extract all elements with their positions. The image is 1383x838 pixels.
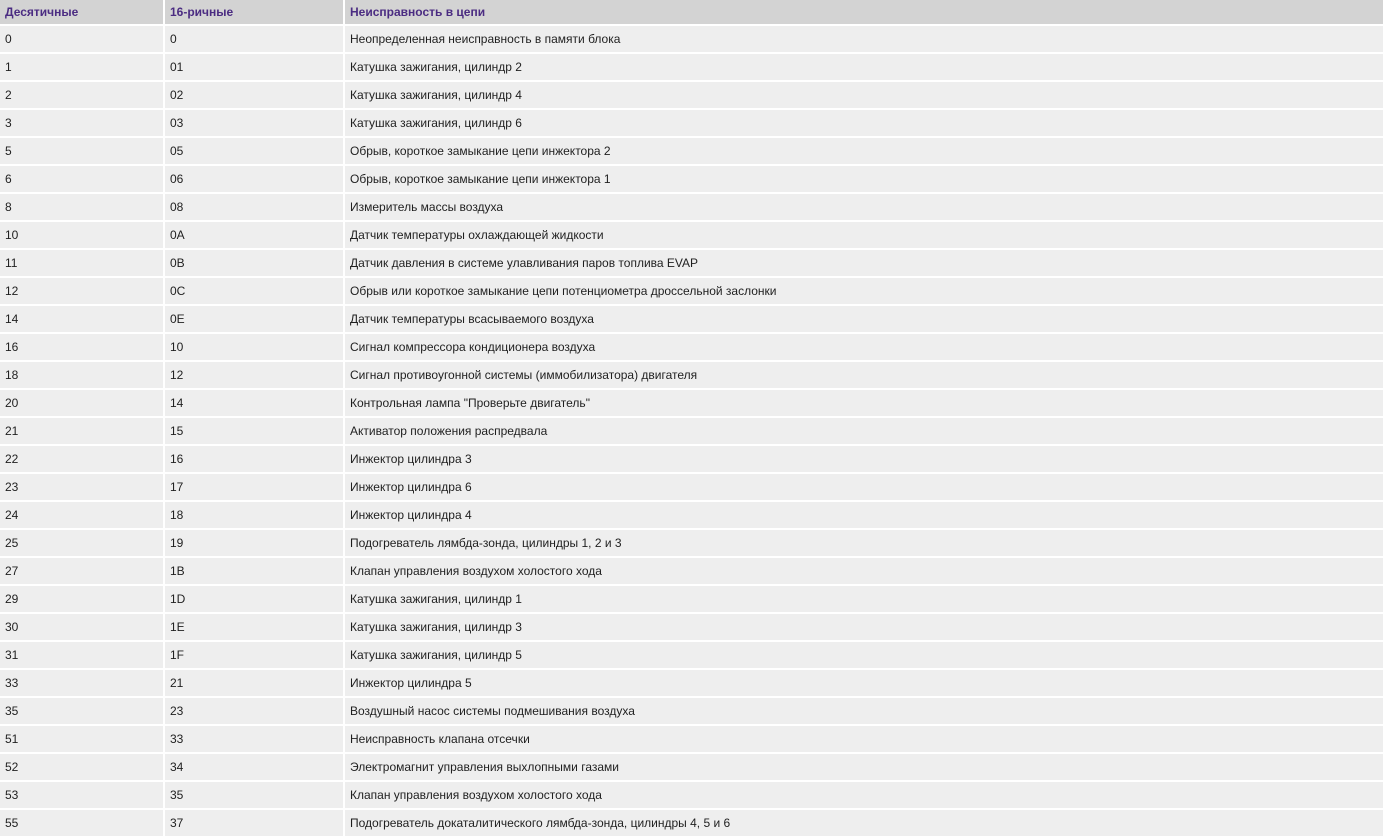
cell-hex: 05 xyxy=(165,138,343,164)
cell-fault: Датчик давления в системе улавливания паров топлива EVAP xyxy=(345,250,1383,276)
cell-hex: 33 xyxy=(165,726,343,752)
table-row xyxy=(0,362,1383,388)
cell-fault: Активатор положения распредвала xyxy=(345,418,1383,444)
table-row xyxy=(0,194,1383,220)
cell-decimal: 31 xyxy=(0,642,163,668)
cell-decimal: 23 xyxy=(0,474,163,500)
cell-decimal: 22 xyxy=(0,446,163,472)
cell-hex: 0 xyxy=(165,26,343,52)
cell-hex: 12 xyxy=(165,362,343,388)
cell-decimal: 11 xyxy=(0,250,163,276)
cell-decimal: 30 xyxy=(0,614,163,640)
cell-fault: Обрыв, короткое замыкание цепи инжектора 1 xyxy=(345,166,1383,192)
table-row xyxy=(0,54,1383,80)
table-row xyxy=(0,670,1383,696)
cell-fault: Контрольная лампа "Проверьте двигатель" xyxy=(345,390,1383,416)
table-row xyxy=(0,222,1383,248)
cell-hex: 01 xyxy=(165,54,343,80)
cell-fault: Инжектор цилиндра 3 xyxy=(345,446,1383,472)
cell-decimal: 6 xyxy=(0,166,163,192)
cell-hex: 03 xyxy=(165,110,343,136)
cell-fault: Катушка зажигания, цилиндр 2 xyxy=(345,54,1383,80)
cell-decimal: 52 xyxy=(0,754,163,780)
table-row xyxy=(0,110,1383,136)
cell-hex: 21 xyxy=(165,670,343,696)
cell-decimal: 51 xyxy=(0,726,163,752)
table-row xyxy=(0,166,1383,192)
table-row xyxy=(0,698,1383,724)
table-row xyxy=(0,586,1383,612)
cell-fault: Электромагнит управления выхлопными газами xyxy=(345,754,1383,780)
cell-decimal: 8 xyxy=(0,194,163,220)
cell-fault: Подогреватель докаталитического лямбда-зонда, цилиндры 4, 5 и 6 xyxy=(345,810,1383,836)
cell-decimal: 55 xyxy=(0,810,163,836)
cell-fault: Датчик температуры всасываемого воздуха xyxy=(345,306,1383,332)
cell-fault: Измеритель массы воздуха xyxy=(345,194,1383,220)
cell-fault: Клапан управления воздухом холостого хода xyxy=(345,558,1383,584)
cell-hex: 16 xyxy=(165,446,343,472)
cell-hex: 02 xyxy=(165,82,343,108)
cell-decimal: 1 xyxy=(0,54,163,80)
header-decimal: Десятичные xyxy=(0,0,163,24)
cell-fault: Катушка зажигания, цилиндр 4 xyxy=(345,82,1383,108)
cell-hex: 1E xyxy=(165,614,343,640)
cell-fault: Клапан управления воздухом холостого хода xyxy=(345,782,1383,808)
cell-decimal: 12 xyxy=(0,278,163,304)
cell-decimal: 0 xyxy=(0,26,163,52)
table-row xyxy=(0,558,1383,584)
cell-hex: 23 xyxy=(165,698,343,724)
cell-hex: 08 xyxy=(165,194,343,220)
cell-hex: 17 xyxy=(165,474,343,500)
cell-decimal: 18 xyxy=(0,362,163,388)
cell-decimal: 35 xyxy=(0,698,163,724)
cell-fault: Сигнал компрессора кондиционера воздуха xyxy=(345,334,1383,360)
table-row xyxy=(0,278,1383,304)
cell-fault: Катушка зажигания, цилиндр 3 xyxy=(345,614,1383,640)
table-row xyxy=(0,530,1383,556)
table-row xyxy=(0,446,1383,472)
cell-fault: Катушка зажигания, цилиндр 1 xyxy=(345,586,1383,612)
table-row xyxy=(0,810,1383,836)
cell-decimal: 2 xyxy=(0,82,163,108)
table-row xyxy=(0,250,1383,276)
table-row xyxy=(0,306,1383,332)
table-header-row xyxy=(0,0,1383,24)
cell-fault: Инжектор цилиндра 5 xyxy=(345,670,1383,696)
cell-hex: 10 xyxy=(165,334,343,360)
header-fault: Неисправность в цепи xyxy=(345,0,1383,24)
cell-decimal: 21 xyxy=(0,418,163,444)
table-row xyxy=(0,726,1383,752)
cell-fault: Инжектор цилиндра 6 xyxy=(345,474,1383,500)
table-row xyxy=(0,390,1383,416)
table-row xyxy=(0,502,1383,528)
cell-hex: 18 xyxy=(165,502,343,528)
cell-hex: 1D xyxy=(165,586,343,612)
cell-decimal: 25 xyxy=(0,530,163,556)
cell-decimal: 10 xyxy=(0,222,163,248)
cell-hex: 0A xyxy=(165,222,343,248)
cell-fault: Обрыв, короткое замыкание цепи инжектора 2 xyxy=(345,138,1383,164)
cell-fault: Сигнал противоугонной системы (иммобилизатора) двигателя xyxy=(345,362,1383,388)
cell-hex: 15 xyxy=(165,418,343,444)
table-row xyxy=(0,614,1383,640)
cell-decimal: 20 xyxy=(0,390,163,416)
cell-hex: 1B xyxy=(165,558,343,584)
cell-decimal: 16 xyxy=(0,334,163,360)
cell-decimal: 14 xyxy=(0,306,163,332)
cell-fault: Катушка зажигания, цилиндр 6 xyxy=(345,110,1383,136)
cell-decimal: 53 xyxy=(0,782,163,808)
cell-fault: Подогреватель лямбда-зонда, цилиндры 1, 2 и 3 xyxy=(345,530,1383,556)
cell-fault: Катушка зажигания, цилиндр 5 xyxy=(345,642,1383,668)
cell-hex: 0C xyxy=(165,278,343,304)
cell-hex: 1F xyxy=(165,642,343,668)
cell-decimal: 27 xyxy=(0,558,163,584)
cell-decimal: 29 xyxy=(0,586,163,612)
cell-fault: Инжектор цилиндра 4 xyxy=(345,502,1383,528)
cell-decimal: 24 xyxy=(0,502,163,528)
cell-fault: Воздушный насос системы подмешивания воздуха xyxy=(345,698,1383,724)
table-row xyxy=(0,82,1383,108)
cell-hex: 37 xyxy=(165,810,343,836)
table-row xyxy=(0,26,1383,52)
cell-hex: 35 xyxy=(165,782,343,808)
table-row xyxy=(0,754,1383,780)
cell-fault: Обрыв или короткое замыкание цепи потенциометра дроссельной заслонки xyxy=(345,278,1383,304)
cell-hex: 14 xyxy=(165,390,343,416)
cell-fault: Неопределенная неисправность в памяти блока xyxy=(345,26,1383,52)
table-row xyxy=(0,138,1383,164)
table-row xyxy=(0,334,1383,360)
cell-hex: 19 xyxy=(165,530,343,556)
table-row xyxy=(0,782,1383,808)
table-row xyxy=(0,418,1383,444)
cell-decimal: 5 xyxy=(0,138,163,164)
cell-hex: 34 xyxy=(165,754,343,780)
header-hex: 16-ричные xyxy=(165,0,343,24)
cell-hex: 0E xyxy=(165,306,343,332)
table-row xyxy=(0,474,1383,500)
table-row xyxy=(0,642,1383,668)
cell-fault: Неисправность клапана отсечки xyxy=(345,726,1383,752)
cell-hex: 0B xyxy=(165,250,343,276)
cell-fault: Датчик температуры охлаждающей жидкости xyxy=(345,222,1383,248)
cell-hex: 06 xyxy=(165,166,343,192)
cell-decimal: 33 xyxy=(0,670,163,696)
cell-decimal: 3 xyxy=(0,110,163,136)
